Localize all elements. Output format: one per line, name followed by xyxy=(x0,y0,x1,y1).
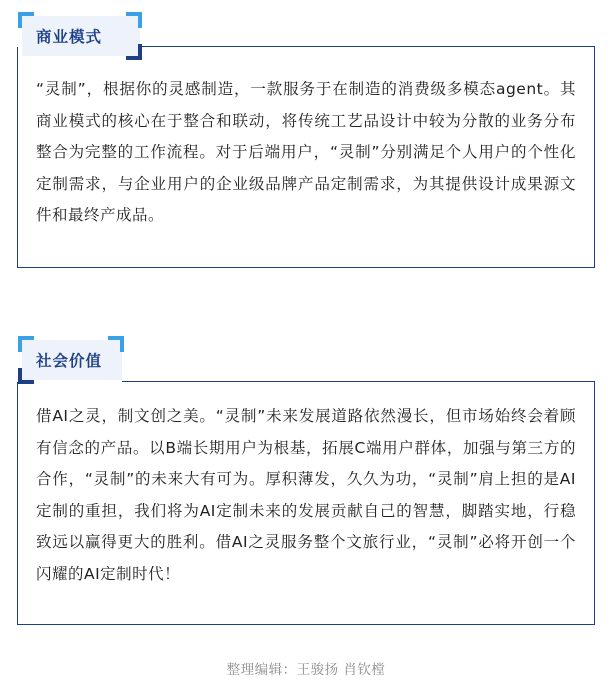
corner-accent-top-right xyxy=(126,12,142,28)
section-title xyxy=(22,16,140,56)
section-body-text: “灵制”，根据你的灵感制造，一款服务于在制造的消费级多模态agent。其商业模式的核心在于整合和联动，将传统工艺品设计中较为分散的业务分布整合为完整的工作流程。对于后端用户，“灵制”分别满足个人用户的个性化定制需求，与企业用户的企业级品牌产品定制需求，为其提供设计成果源文件和最终产成品。 xyxy=(36,80,576,224)
section-title xyxy=(22,340,122,380)
editor-credit: 整理编辑：王骏扬 肖钦樘 xyxy=(226,662,386,678)
section-business-model xyxy=(0,0,612,280)
section-divider-line xyxy=(122,381,595,382)
corner-accent-top-left xyxy=(18,336,34,352)
section-body-text: 借AI之灵，制文创之美。“灵制”未来发展道路依然漫长，但市场始终会着顾有信念的产品。以B端长期用户为根基，拓展C端用户群体，加强与第三方的合作，“灵制”的未来大有可为。厚积薄发，久久为功，“灵制”肩上担的是AI定制的重担，我们将为AI定制未来的发展贡献自己的智慧，脚踏实地，行稳致远以赢得更大的胜利。借AI之灵服务整个文旅行业，“灵制”必将开创一个闪耀的AI定制时代！ xyxy=(36,407,576,583)
corner-accent-bottom-left xyxy=(18,368,34,384)
corner-accent-bottom-right xyxy=(126,44,142,60)
section-divider-line xyxy=(140,46,595,47)
section-title-text: 商业模式 xyxy=(36,28,103,46)
corner-accent-top-left xyxy=(18,12,34,28)
corner-accent-top-right xyxy=(108,336,124,352)
section-title-text: 社会价值 xyxy=(36,352,103,370)
